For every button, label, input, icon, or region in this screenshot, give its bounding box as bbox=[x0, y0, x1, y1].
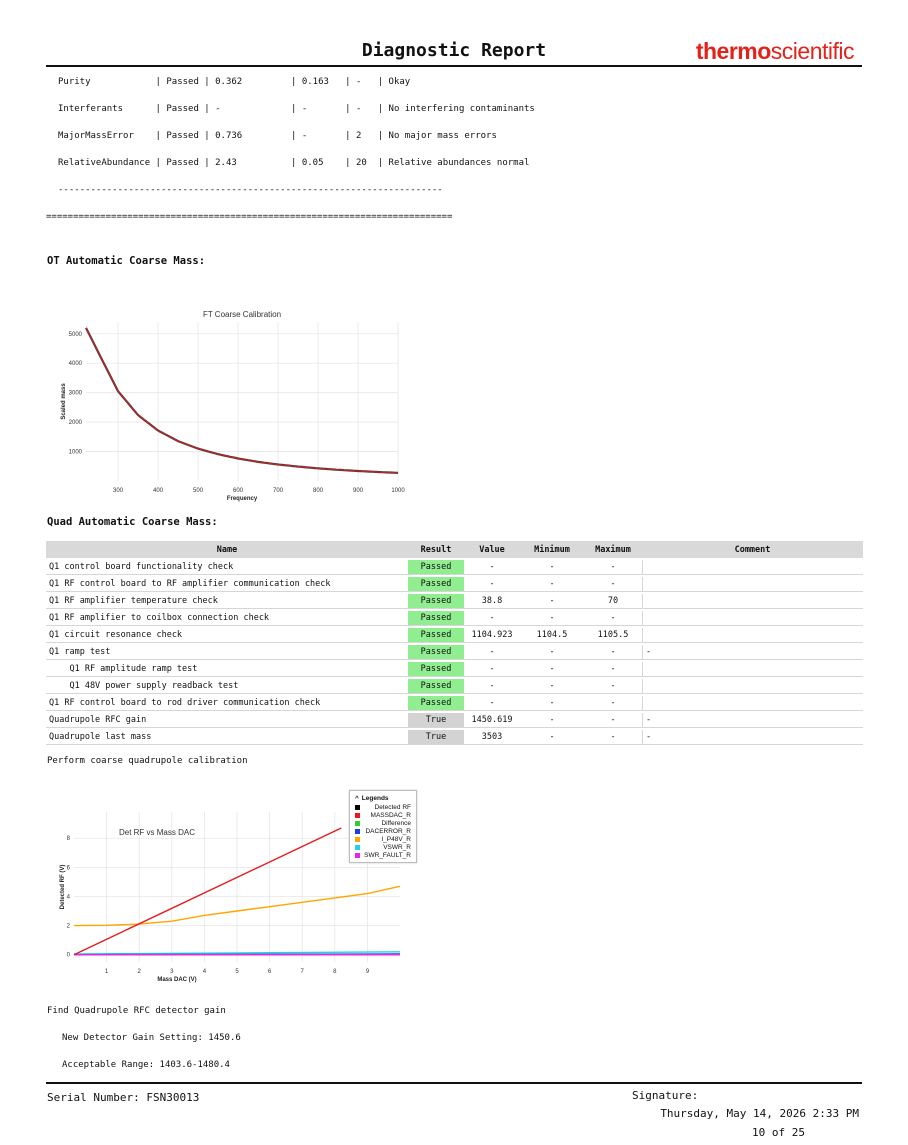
col-header-maximum: Maximum bbox=[584, 541, 642, 558]
legend-item[interactable] bbox=[355, 827, 411, 835]
x-tick-label: 6 bbox=[267, 969, 272, 975]
x-tick-label: 2 bbox=[137, 969, 141, 975]
x-tick-label: 500 bbox=[192, 488, 204, 494]
y-axis-label: Detected RF (V) bbox=[60, 864, 66, 910]
row-maximum: 70 bbox=[584, 594, 642, 609]
legend-item[interactable] bbox=[355, 811, 411, 819]
row-name: Quadrupole RFC gain bbox=[46, 713, 408, 728]
y-tick-label: 4000 bbox=[68, 361, 82, 368]
row-minimum: - bbox=[520, 560, 584, 575]
row-name: Q1 control board functionality check bbox=[46, 560, 408, 575]
x-tick-label: 1 bbox=[104, 969, 109, 975]
x-tick-label: 900 bbox=[352, 488, 364, 494]
quad-section-title: Quad Automatic Coarse Mass: bbox=[47, 516, 218, 528]
text-row-majormasserror: MajorMassError | Passed | 0.736 | - | 2 | No major mass errors bbox=[58, 131, 497, 141]
row-maximum: - bbox=[584, 577, 642, 592]
row-result: Passed bbox=[408, 560, 464, 575]
quad-results-table bbox=[46, 539, 863, 747]
chevron-up-icon[interactable]: ^ bbox=[355, 795, 359, 802]
legend-swatch bbox=[355, 813, 360, 818]
row-comment bbox=[642, 594, 863, 609]
report-title: Diagnostic Report bbox=[361, 40, 547, 61]
row-comment: - bbox=[642, 730, 863, 745]
legend-item-label: DACERROR_R bbox=[365, 827, 411, 835]
x-tick-label: 9 bbox=[365, 969, 370, 975]
row-result: Passed bbox=[408, 696, 464, 711]
row-minimum: - bbox=[520, 611, 584, 626]
row-maximum: - bbox=[584, 679, 642, 694]
col-header-minimum: Minimum bbox=[520, 541, 584, 558]
row-comment bbox=[642, 611, 863, 626]
legend-item[interactable] bbox=[355, 819, 411, 827]
gain-note: New Detector Gain Setting: 1450.6 bbox=[62, 1033, 241, 1043]
row-minimum: - bbox=[520, 662, 584, 677]
table-row bbox=[46, 730, 863, 745]
row-comment bbox=[642, 679, 863, 694]
table-row bbox=[46, 696, 863, 711]
row-result: Passed bbox=[408, 594, 464, 609]
legend-swatch bbox=[355, 829, 360, 834]
row-maximum: - bbox=[584, 560, 642, 575]
range-note: Acceptable Range: 1403.6-1480.4 bbox=[62, 1060, 230, 1070]
row-value: 1450.619 bbox=[464, 713, 520, 728]
row-comment: - bbox=[642, 713, 863, 728]
y-tick-label: 3000 bbox=[68, 390, 82, 397]
row-name: Q1 RF amplifier temperature check bbox=[46, 594, 408, 609]
row-result: Passed bbox=[408, 611, 464, 626]
row-result: Passed bbox=[408, 628, 464, 643]
legend-title: ^ Legends bbox=[355, 795, 389, 802]
row-result: True bbox=[408, 730, 464, 745]
legend-swatch bbox=[355, 837, 360, 842]
row-minimum: - bbox=[520, 577, 584, 592]
ft-coarse-calibration-chart bbox=[52, 300, 405, 502]
legend-item-label: VSWR_R bbox=[383, 843, 411, 851]
row-maximum: - bbox=[584, 611, 642, 626]
row-name: Q1 RF control board to rod driver communication check bbox=[46, 696, 408, 711]
y-tick-label: 8 bbox=[66, 836, 70, 843]
row-name: Q1 circuit resonance check bbox=[46, 628, 408, 643]
row-value: - bbox=[464, 679, 520, 694]
text-row-relativeabundance: RelativeAbundance | Passed | 2.43 | 0.05 | 20 | Relative abundances normal bbox=[58, 158, 530, 168]
table-row bbox=[46, 628, 863, 643]
table-row bbox=[46, 713, 863, 728]
row-minimum: 1104.5 bbox=[520, 628, 584, 643]
row-name: Q1 RF amplitude ramp test bbox=[46, 662, 408, 677]
row-result: Passed bbox=[408, 662, 464, 677]
x-tick-label: 700 bbox=[272, 488, 284, 494]
row-maximum: - bbox=[584, 662, 642, 677]
row-value: - bbox=[464, 577, 520, 592]
x-tick-label: 8 bbox=[333, 969, 337, 975]
row-name: Q1 48V power supply readback test bbox=[46, 679, 408, 694]
table-row bbox=[46, 662, 863, 677]
ot-section-title: OT Automatic Coarse Mass: bbox=[47, 255, 206, 267]
row-value: 3503 bbox=[464, 730, 520, 745]
table-row bbox=[46, 560, 863, 575]
row-value: 1104.923 bbox=[464, 628, 520, 643]
row-minimum: - bbox=[520, 696, 584, 711]
legend-item-label: SWR_FAULT_R bbox=[364, 851, 411, 859]
legend-item[interactable] bbox=[355, 843, 411, 851]
col-header-name: Name bbox=[46, 541, 408, 558]
legend-item[interactable] bbox=[355, 803, 411, 811]
y-tick-label: 0 bbox=[66, 952, 70, 959]
chart-title: Det RF vs Mass DAC bbox=[118, 828, 196, 837]
signature-label: Signature: bbox=[632, 1089, 699, 1102]
row-result: Passed bbox=[408, 577, 464, 592]
x-axis-label: Mass DAC (V) bbox=[157, 977, 197, 983]
legend-swatch bbox=[355, 821, 360, 826]
row-comment bbox=[642, 628, 863, 643]
y-tick-label: 4 bbox=[66, 894, 70, 901]
table-row bbox=[46, 577, 863, 592]
row-result: Passed bbox=[408, 645, 464, 660]
row-value: 38.8 bbox=[464, 594, 520, 609]
legend-item-label: I_P48V_R bbox=[381, 835, 411, 843]
header-rule bbox=[46, 65, 862, 67]
x-tick-label: 4 bbox=[202, 969, 207, 975]
col-header-value: Value bbox=[464, 541, 520, 558]
text-row-purity: Purity | Passed | 0.362 | 0.163 | - | Okay bbox=[58, 77, 411, 87]
row-name: Q1 ramp test bbox=[46, 645, 408, 660]
row-minimum: - bbox=[520, 594, 584, 609]
row-maximum: - bbox=[584, 645, 642, 660]
row-maximum: - bbox=[584, 696, 642, 711]
legend-item-label: Difference bbox=[381, 819, 411, 827]
dash-separator: ----------------------------------------------------------------------- bbox=[58, 185, 443, 195]
find-note: Find Quadrupole RFC detector gain bbox=[47, 1006, 226, 1016]
col-header-comment: Comment bbox=[642, 541, 863, 558]
legend-item[interactable] bbox=[355, 851, 411, 859]
row-minimum: - bbox=[520, 730, 584, 745]
row-name: Q1 RF amplifier to coilbox connection check bbox=[46, 611, 408, 626]
serial-number-value: FSN30013 bbox=[146, 1091, 200, 1104]
row-name: Quadrupole last mass bbox=[46, 730, 408, 745]
chart-title: FT Coarse Calibration bbox=[202, 310, 282, 319]
row-comment bbox=[642, 696, 863, 711]
chart-legend bbox=[349, 790, 417, 863]
report-date: Thursday, May 14, 2026 2:33 PM bbox=[660, 1107, 859, 1120]
row-comment: - bbox=[642, 645, 863, 660]
x-tick-label: 3 bbox=[170, 969, 174, 975]
page-number: 10 of 25 bbox=[752, 1126, 805, 1139]
row-comment bbox=[642, 560, 863, 575]
legend-item[interactable] bbox=[355, 835, 411, 843]
y-tick-label: 1000 bbox=[68, 449, 82, 456]
row-maximum: - bbox=[584, 730, 642, 745]
y-tick-label: 5000 bbox=[68, 331, 82, 338]
x-axis-label: Frequency bbox=[226, 496, 258, 502]
x-tick-label: 300 bbox=[112, 488, 124, 494]
table-header-row bbox=[46, 541, 863, 558]
row-value: - bbox=[464, 662, 520, 677]
row-result: True bbox=[408, 713, 464, 728]
x-tick-label: 1000 bbox=[391, 488, 405, 494]
row-minimum: - bbox=[520, 679, 584, 694]
legend-item-label: MASSDAC_R bbox=[370, 811, 411, 819]
x-tick-label: 7 bbox=[300, 969, 304, 975]
thermo-scientific-logo: thermoscientific bbox=[695, 38, 854, 64]
x-tick-label: 600 bbox=[232, 488, 244, 494]
y-axis-label: Scaled mass bbox=[61, 383, 67, 420]
x-tick-label: 400 bbox=[152, 488, 164, 494]
serial-number: Serial Number: FSN30013 bbox=[47, 1091, 200, 1104]
row-minimum: - bbox=[520, 645, 584, 660]
row-minimum: - bbox=[520, 713, 584, 728]
row-result: Passed bbox=[408, 679, 464, 694]
legend-swatch bbox=[355, 853, 360, 858]
table-row bbox=[46, 645, 863, 660]
row-value: - bbox=[464, 645, 520, 660]
text-row-interferants: Interferants | Passed | - | - | - | No interfering contaminants bbox=[58, 104, 535, 114]
row-comment bbox=[642, 662, 863, 677]
col-header-result: Result bbox=[408, 541, 464, 558]
table-row bbox=[46, 679, 863, 694]
row-value: - bbox=[464, 560, 520, 575]
y-tick-label: 2000 bbox=[68, 420, 82, 427]
row-maximum: - bbox=[584, 713, 642, 728]
row-comment bbox=[642, 577, 863, 592]
row-value: - bbox=[464, 611, 520, 626]
perform-note: Perform coarse quadrupole calibration bbox=[47, 756, 248, 766]
y-tick-label: 2 bbox=[66, 923, 70, 930]
x-tick-label: 5 bbox=[235, 969, 239, 975]
row-name: Q1 RF control board to RF amplifier communication check bbox=[46, 577, 408, 592]
y-tick-label: 6 bbox=[66, 865, 70, 872]
table-row bbox=[46, 594, 863, 609]
row-value: - bbox=[464, 696, 520, 711]
legend-swatch bbox=[355, 845, 360, 850]
legend-item-label: Detected RF bbox=[374, 803, 411, 811]
legend-swatch bbox=[355, 805, 360, 810]
equals-separator: =========================================================================== bbox=[46, 212, 453, 222]
footer-rule bbox=[46, 1082, 862, 1084]
row-maximum: 1105.5 bbox=[584, 628, 642, 643]
x-tick-label: 800 bbox=[312, 488, 324, 494]
table-row bbox=[46, 611, 863, 626]
